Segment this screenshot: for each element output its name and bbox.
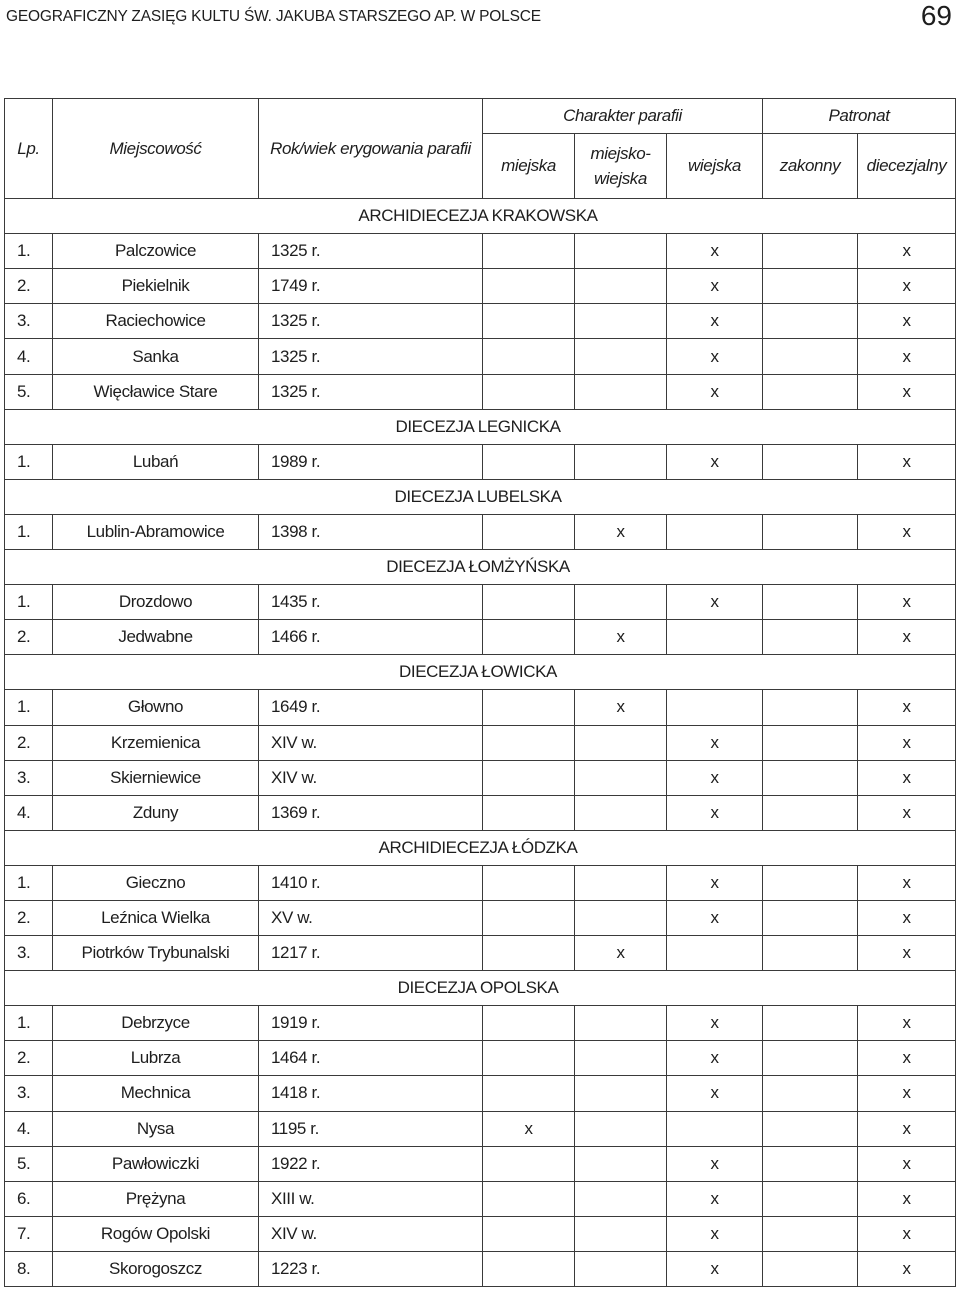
cell-rural	[667, 936, 763, 971]
cell-rural: x	[667, 234, 763, 269]
cell-rural: x	[667, 1181, 763, 1216]
section-title: ARCHIDIECEZJA KRAKOWSKA	[5, 199, 956, 234]
cell-urban	[483, 374, 575, 409]
cell-year: XIII w.	[259, 1181, 483, 1216]
cell-urban: x	[483, 1111, 575, 1146]
cell-year: 1919 r.	[259, 1006, 483, 1041]
cell-urban-rural	[575, 339, 667, 374]
header-year: Rok/wiek erygowania parafii	[259, 99, 483, 199]
cell-diocesan: x	[858, 374, 956, 409]
cell-lp: 7.	[5, 1216, 53, 1251]
cell-diocesan: x	[858, 514, 956, 549]
cell-lp: 1.	[5, 234, 53, 269]
cell-order	[763, 1006, 858, 1041]
table-row	[5, 444, 956, 479]
cell-lp: 2.	[5, 620, 53, 655]
cell-diocesan: x	[858, 1251, 956, 1286]
table-row	[5, 760, 956, 795]
cell-urban-rural	[575, 234, 667, 269]
cell-lp: 1.	[5, 1006, 53, 1041]
header-patronage-group: Patronat	[763, 99, 956, 134]
cell-diocesan: x	[858, 1041, 956, 1076]
section-title: DIECEZJA LUBELSKA	[5, 479, 956, 514]
cell-place: Piekielnik	[53, 269, 259, 304]
table-row	[5, 725, 956, 760]
header-lp: Lp.	[5, 99, 53, 199]
cell-urban-rural	[575, 304, 667, 339]
table-row	[5, 1076, 956, 1111]
cell-order	[763, 900, 858, 935]
cell-diocesan: x	[858, 1111, 956, 1146]
cell-urban	[483, 269, 575, 304]
cell-year: 1369 r.	[259, 795, 483, 830]
cell-place: Piotrków Trybunalski	[53, 936, 259, 971]
cell-lp: 1.	[5, 865, 53, 900]
cell-diocesan: x	[858, 304, 956, 339]
cell-rural: x	[667, 339, 763, 374]
table-row	[5, 304, 956, 339]
cell-diocesan: x	[858, 865, 956, 900]
cell-urban-rural	[575, 1041, 667, 1076]
cell-rural: x	[667, 1251, 763, 1286]
cell-diocesan: x	[858, 444, 956, 479]
header-place: Miejscowość	[53, 99, 259, 199]
table-row	[5, 865, 956, 900]
cell-diocesan: x	[858, 269, 956, 304]
cell-urban-rural	[575, 865, 667, 900]
section-row	[5, 409, 956, 444]
cell-lp: 3.	[5, 760, 53, 795]
header-order: zakonny	[763, 134, 858, 199]
cell-place: Rogów Opolski	[53, 1216, 259, 1251]
cell-order	[763, 1146, 858, 1181]
cell-urban-rural	[575, 374, 667, 409]
cell-order	[763, 760, 858, 795]
cell-diocesan: x	[858, 1076, 956, 1111]
cell-urban-rural	[575, 1216, 667, 1251]
table-row	[5, 795, 956, 830]
cell-rural: x	[667, 444, 763, 479]
section-title: DIECEZJA OPOLSKA	[5, 971, 956, 1006]
cell-place: Raciechowice	[53, 304, 259, 339]
section-title: DIECEZJA ŁOWICKA	[5, 655, 956, 690]
table-row	[5, 690, 956, 725]
section-row	[5, 550, 956, 585]
cell-place: Więcławice Stare	[53, 374, 259, 409]
cell-place: Prężyna	[53, 1181, 259, 1216]
cell-place: Palczowice	[53, 234, 259, 269]
cell-urban	[483, 444, 575, 479]
parish-table	[4, 98, 956, 1287]
table-row	[5, 1216, 956, 1251]
cell-year: 1989 r.	[259, 444, 483, 479]
cell-year: 1410 r.	[259, 865, 483, 900]
cell-lp: 4.	[5, 339, 53, 374]
cell-urban-rural: x	[575, 620, 667, 655]
cell-order	[763, 444, 858, 479]
cell-year: 1217 r.	[259, 936, 483, 971]
section-title: DIECEZJA LEGNICKA	[5, 409, 956, 444]
cell-urban-rural	[575, 1076, 667, 1111]
section-title: ARCHIDIECEZJA ŁÓDZKA	[5, 830, 956, 865]
table-row	[5, 1251, 956, 1286]
cell-lp: 5.	[5, 1146, 53, 1181]
cell-urban-rural	[575, 444, 667, 479]
cell-year: 1435 r.	[259, 585, 483, 620]
cell-lp: 2.	[5, 725, 53, 760]
cell-rural: x	[667, 269, 763, 304]
cell-rural: x	[667, 304, 763, 339]
cell-order	[763, 374, 858, 409]
cell-diocesan: x	[858, 1181, 956, 1216]
cell-rural	[667, 620, 763, 655]
table-row	[5, 234, 956, 269]
table-row	[5, 1041, 956, 1076]
cell-year: 1325 r.	[259, 304, 483, 339]
cell-rural: x	[667, 1041, 763, 1076]
cell-rural: x	[667, 865, 763, 900]
cell-diocesan: x	[858, 760, 956, 795]
cell-urban-rural	[575, 269, 667, 304]
cell-order	[763, 269, 858, 304]
cell-urban-rural: x	[575, 514, 667, 549]
cell-place: Drozdowo	[53, 585, 259, 620]
cell-place: Lubań	[53, 444, 259, 479]
cell-urban-rural	[575, 1181, 667, 1216]
cell-lp: 1.	[5, 585, 53, 620]
cell-urban-rural	[575, 1251, 667, 1286]
cell-urban-rural	[575, 900, 667, 935]
cell-order	[763, 620, 858, 655]
cell-rural	[667, 690, 763, 725]
cell-diocesan: x	[858, 620, 956, 655]
header-rural: wiejska	[667, 134, 763, 199]
table-row	[5, 1181, 956, 1216]
cell-place: Leźnica Wielka	[53, 900, 259, 935]
cell-year: XV w.	[259, 900, 483, 935]
cell-place: Debrzyce	[53, 1006, 259, 1041]
cell-year: 1418 r.	[259, 1076, 483, 1111]
cell-year: 1325 r.	[259, 374, 483, 409]
cell-year: XIV w.	[259, 760, 483, 795]
cell-place: Skierniewice	[53, 760, 259, 795]
cell-urban	[483, 304, 575, 339]
cell-urban-rural	[575, 1006, 667, 1041]
cell-place: Krzemienica	[53, 725, 259, 760]
table-row	[5, 514, 956, 549]
header-urban-rural: miejsko- wiejska	[575, 134, 667, 199]
cell-urban	[483, 1076, 575, 1111]
cell-place: Jedwabne	[53, 620, 259, 655]
cell-order	[763, 690, 858, 725]
cell-year: 1325 r.	[259, 234, 483, 269]
cell-order	[763, 585, 858, 620]
cell-order	[763, 1216, 858, 1251]
cell-place: Pawłowiczki	[53, 1146, 259, 1181]
cell-urban	[483, 936, 575, 971]
cell-urban-rural	[575, 725, 667, 760]
table-row	[5, 900, 956, 935]
cell-place: Skorogoszcz	[53, 1251, 259, 1286]
cell-order	[763, 339, 858, 374]
cell-year: XIV w.	[259, 725, 483, 760]
cell-urban	[483, 234, 575, 269]
header-diocesan: diecezjalny	[858, 134, 956, 199]
cell-urban	[483, 1006, 575, 1041]
section-row	[5, 830, 956, 865]
cell-urban-rural	[575, 1146, 667, 1181]
cell-urban-rural: x	[575, 936, 667, 971]
cell-rural: x	[667, 900, 763, 935]
cell-lp: 3.	[5, 304, 53, 339]
cell-urban	[483, 1041, 575, 1076]
cell-urban-rural	[575, 1111, 667, 1146]
cell-diocesan: x	[858, 725, 956, 760]
section-title: DIECEZJA ŁOMŻYŃSKA	[5, 550, 956, 585]
cell-diocesan: x	[858, 900, 956, 935]
section-row	[5, 655, 956, 690]
cell-year: 1464 r.	[259, 1041, 483, 1076]
cell-order	[763, 514, 858, 549]
page-number: 69	[920, 0, 952, 31]
table-row	[5, 374, 956, 409]
cell-lp: 1.	[5, 444, 53, 479]
cell-year: 1649 r.	[259, 690, 483, 725]
cell-year: 1922 r.	[259, 1146, 483, 1181]
cell-order	[763, 1041, 858, 1076]
cell-rural: x	[667, 1146, 763, 1181]
cell-urban	[483, 1181, 575, 1216]
section-row	[5, 479, 956, 514]
cell-urban	[483, 514, 575, 549]
section-row	[5, 971, 956, 1006]
header-character-group: Charakter parafii	[483, 99, 763, 134]
cell-year: 1195 r.	[259, 1111, 483, 1146]
header-urban: miejska	[483, 134, 575, 199]
cell-place: Lublin-Abramowice	[53, 514, 259, 549]
cell-order	[763, 1076, 858, 1111]
cell-lp: 4.	[5, 795, 53, 830]
cell-diocesan: x	[858, 1216, 956, 1251]
cell-urban	[483, 620, 575, 655]
cell-order	[763, 234, 858, 269]
cell-urban	[483, 339, 575, 374]
cell-diocesan: x	[858, 1006, 956, 1041]
cell-rural	[667, 514, 763, 549]
cell-urban	[483, 900, 575, 935]
cell-urban-rural	[575, 585, 667, 620]
cell-year: 1325 r.	[259, 339, 483, 374]
cell-lp: 8.	[5, 1251, 53, 1286]
cell-lp: 1.	[5, 690, 53, 725]
cell-lp: 3.	[5, 1076, 53, 1111]
cell-urban	[483, 585, 575, 620]
cell-rural: x	[667, 725, 763, 760]
cell-urban	[483, 1146, 575, 1181]
cell-lp: 3.	[5, 936, 53, 971]
cell-urban-rural: x	[575, 690, 667, 725]
cell-order	[763, 1251, 858, 1286]
cell-diocesan: x	[858, 936, 956, 971]
cell-rural: x	[667, 374, 763, 409]
cell-rural: x	[667, 795, 763, 830]
header-row-top	[5, 99, 956, 134]
table-row	[5, 1111, 956, 1146]
table-row	[5, 936, 956, 971]
cell-diocesan: x	[858, 690, 956, 725]
cell-rural: x	[667, 1006, 763, 1041]
table-row	[5, 339, 956, 374]
cell-urban	[483, 865, 575, 900]
cell-year: 1398 r.	[259, 514, 483, 549]
cell-diocesan: x	[858, 585, 956, 620]
cell-order	[763, 1181, 858, 1216]
cell-order	[763, 1111, 858, 1146]
cell-place: Sanka	[53, 339, 259, 374]
cell-urban	[483, 725, 575, 760]
cell-rural: x	[667, 585, 763, 620]
cell-diocesan: x	[858, 234, 956, 269]
cell-place: Głowno	[53, 690, 259, 725]
table-row	[5, 269, 956, 304]
cell-year: XIV w.	[259, 1216, 483, 1251]
cell-lp: 6.	[5, 1181, 53, 1216]
cell-place: Mechnica	[53, 1076, 259, 1111]
cell-order	[763, 795, 858, 830]
cell-year: 1223 r.	[259, 1251, 483, 1286]
table-row	[5, 1006, 956, 1041]
table-body	[5, 199, 956, 1287]
cell-urban-rural	[575, 795, 667, 830]
running-head: GEOGRAFICZNY ZASIĘG KULTU ŚW. JAKUBA STARSZEGO AP. W POLSCE	[6, 8, 541, 25]
cell-urban-rural	[575, 760, 667, 795]
cell-order	[763, 865, 858, 900]
cell-place: Gieczno	[53, 865, 259, 900]
cell-diocesan: x	[858, 339, 956, 374]
cell-order	[763, 725, 858, 760]
table-row	[5, 585, 956, 620]
cell-urban	[483, 1251, 575, 1286]
cell-lp: 2.	[5, 900, 53, 935]
cell-diocesan: x	[858, 795, 956, 830]
cell-place: Nysa	[53, 1111, 259, 1146]
cell-lp: 2.	[5, 1041, 53, 1076]
cell-lp: 1.	[5, 514, 53, 549]
table-row	[5, 1146, 956, 1181]
cell-year: 1749 r.	[259, 269, 483, 304]
section-row	[5, 199, 956, 234]
cell-place: Zduny	[53, 795, 259, 830]
cell-diocesan: x	[858, 1146, 956, 1181]
cell-urban	[483, 1216, 575, 1251]
cell-lp: 2.	[5, 269, 53, 304]
cell-order	[763, 936, 858, 971]
cell-rural: x	[667, 1076, 763, 1111]
cell-urban	[483, 690, 575, 725]
cell-rural: x	[667, 1216, 763, 1251]
cell-lp: 5.	[5, 374, 53, 409]
cell-rural: x	[667, 760, 763, 795]
cell-order	[763, 304, 858, 339]
table-row	[5, 620, 956, 655]
cell-urban	[483, 760, 575, 795]
cell-rural	[667, 1111, 763, 1146]
cell-urban	[483, 795, 575, 830]
cell-year: 1466 r.	[259, 620, 483, 655]
cell-lp: 4.	[5, 1111, 53, 1146]
cell-place: Lubrza	[53, 1041, 259, 1076]
